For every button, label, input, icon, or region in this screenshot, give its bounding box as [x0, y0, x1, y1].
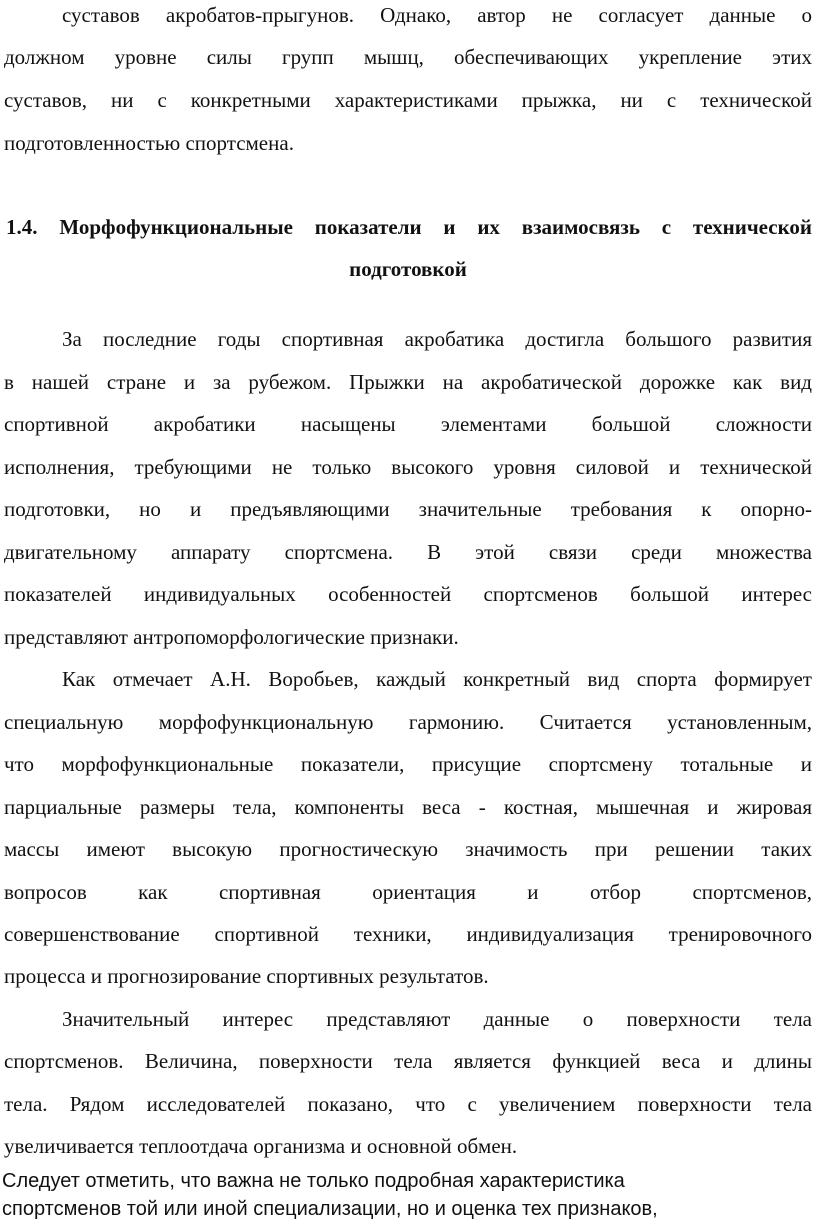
- text-line: спортсменов той или иной специализации, но и оценка тех признаков,: [2, 1198, 658, 1220]
- text-line: Значительный интерес представляют данные о поверхности тела: [62, 1007, 812, 1031]
- text-line: Как отмечает А.Н. Воробьев, каждый конкретный вид спорта формирует: [62, 667, 812, 691]
- text-line: специальную морфофункциональную гармонию. Считается установленным,: [4, 710, 812, 734]
- text-line: должном уровне силы групп мышц, обеспечивающих укрепление этих: [4, 45, 812, 69]
- text-line: вопросов как спортивная ориентация и отбор спортсменов,: [4, 880, 812, 904]
- text-line: тела. Рядом исследователей показано, что с увеличением поверхности тела: [4, 1092, 812, 1116]
- text-line: За последние годы спортивная акробатика достигла большого развития: [62, 327, 812, 351]
- text-line: представляют антропоморфологические признаки.: [4, 625, 459, 649]
- text-line: процесса и прогнозирование спортивных результатов.: [4, 964, 489, 988]
- text-line: суставов, ни с конкретными характеристиками прыжка, ни с технической: [4, 88, 812, 112]
- text-line: спортсменов. Величина, поверхности тела является функцией веса и длины: [4, 1049, 812, 1073]
- text-line: исполнения, требующими не только высокого уровня силовой и технической: [4, 455, 812, 479]
- text-line: спортивной акробатики насыщены элементами большой сложности: [4, 412, 812, 436]
- text-line: массы имеют высокую прогностическую значимость при решении таких: [4, 837, 812, 861]
- text-line: подготовки, но и предъявляющими значительные требования к опорно-: [4, 497, 812, 521]
- text-line: что морфофункциональные показатели, присущие спортсмену тотальные и: [4, 752, 812, 776]
- section-heading-line-1: 1.4. Морфофункциональные показатели и их взаимосвязь с технической: [6, 215, 812, 239]
- text-line: двигательному аппарату спортсмена. В этой связи среди множества: [4, 540, 812, 564]
- text-line: подготовленностью спортсмена.: [4, 131, 294, 155]
- text-line: совершенствование спортивной техники, индивидуализация тренировочного: [4, 922, 812, 946]
- text-line: в нашей стране и за рубежом. Прыжки на акробатической дорожке как вид: [4, 370, 812, 394]
- text-line: суставов акробатов-прыгунов. Однако, автор не согласует данные о: [62, 3, 812, 27]
- text-line: показателей индивидуальных особенностей спортсменов большой интерес: [4, 582, 812, 606]
- text-line: парциальные размеры тела, компоненты веса - костная, мышечная и жировая: [4, 795, 812, 819]
- text-line: Следует отметить, что важна не только подробная характеристика: [2, 1170, 625, 1192]
- text-line: увеличивается теплоотдача организма и основной обмен.: [4, 1134, 518, 1158]
- section-heading-line-2: подготовкой: [349, 257, 467, 281]
